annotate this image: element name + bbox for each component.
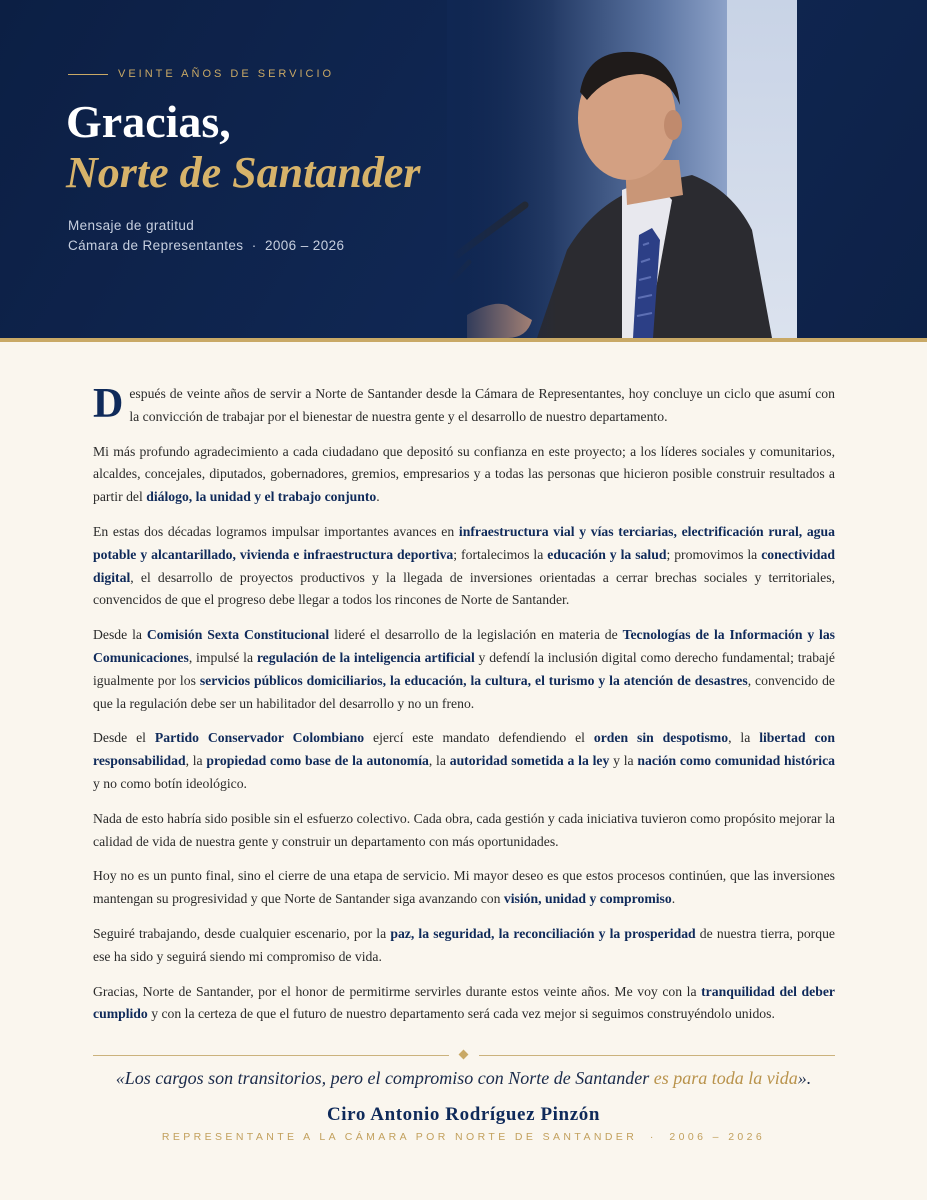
paragraphs (93, 383, 835, 1026)
eyebrow (68, 68, 334, 80)
paragraph-text: y con la certeza de que el futuro de nuestro departamento será cada vez mejor si seguimos construyéndolo unidos. (147, 1006, 775, 1022)
photo-edge-fade (447, 0, 557, 338)
paragraph-text: ejercí este mandato defendiendo el (364, 730, 594, 746)
title-line-2: Norte de Santander (66, 148, 421, 197)
letter-body (93, 383, 835, 1038)
divider-line-left (93, 1055, 449, 1056)
quote-highlight: es para toda la vida (653, 1068, 798, 1088)
paragraph (93, 981, 835, 1027)
highlight-text: orden sin despotismo (593, 730, 729, 746)
paragraph-text: . (376, 489, 380, 505)
highlight-text: diálogo, la unidad y el trabajo conjunto (146, 489, 377, 505)
paragraph-text: Nada de esto habría sido posible sin el esfuerzo colectivo. Cada obra, cada gestión y cada iniciativa tuvieron como propósito mejorar la calidad de vida de nuestra gente y construir un departamento con más oportunidades. (93, 810, 835, 849)
subtitle-line-1: Mensaje de gratitud (68, 218, 195, 233)
highlight-text: paz, la seguridad, la reconciliación y la prosperidad (390, 925, 696, 941)
paragraph-text: Desde la (93, 627, 147, 643)
paragraph-text: y la (609, 753, 638, 769)
paragraph-text: Desde el (93, 730, 155, 746)
divider-diamond-icon (459, 1050, 469, 1060)
signature-name: Ciro Antonio Rodríguez Pinzón (326, 1104, 601, 1125)
paragraph-text: Gracias, Norte de Santander, por el honor de permitirme servirles durante estos veinte años. Me voy con la (93, 983, 702, 999)
paragraph-text: , la (428, 753, 450, 769)
paragraph (93, 624, 835, 715)
paragraph (93, 383, 835, 429)
paragraph-text: ; promovimos la (666, 546, 762, 562)
quote-main-text: Los cargos son transitorios, pero el compromiso con Norte de Santander (124, 1068, 654, 1088)
subtitle-line-2: Cámara de Representantes · 2006 – 2026 (68, 238, 345, 253)
paragraph-text: espués de veinte años de servir a Norte de Santander desde la Cámara de Representantes, hoy concluye un ciclo que asumí con la convicción de trabajar por el bienestar de nuestra gente y el desarrollo de nuestro departamento. (129, 386, 835, 424)
subtitle (68, 216, 344, 256)
paragraph-text: de nuestra tierra, porque ese ha sido y seguirá siendo mi compromiso de vida. (93, 925, 835, 964)
highlight-text: Partido Conservador Colombiano (154, 730, 365, 746)
highlight-text: visión, unidad y compromiso (503, 891, 672, 907)
paragraph (93, 441, 835, 509)
paragraph-text: ; fortalecimos la (453, 546, 548, 562)
highlight-text: servicios públicos domiciliarios, la educación, la cultura, el turismo y la atención de desastres (199, 672, 748, 688)
quote-open-mark: « (115, 1068, 125, 1088)
paragraph-text: Hoy no es un punto final, sino el cierre de una etapa de servicio. Mi mayor deseo es que estos procesos continúen, que las inversiones mantengan su progresividad y que Norte de Santander siga avanzando con (93, 868, 835, 907)
paragraph-text: , la (728, 730, 760, 746)
paragraph (93, 923, 835, 969)
highlight-text: tranquilidad del deber cumplido (93, 983, 835, 1022)
highlight-text: Comisión Sexta Constitucional (146, 627, 330, 643)
paragraph (93, 808, 835, 854)
paragraph (93, 865, 835, 911)
portrait-photo (447, 0, 797, 338)
signature-role: REPRESENTANTE A LA CÁMARA POR NORTE DE SANTANDER · 2006 – 2026 (161, 1131, 766, 1143)
paragraph (93, 521, 835, 612)
highlight-text: infraestructura vial y vías terciarias, electrificación rural, agua potable y alcantarillado, vivienda e infraestructura deportiva (93, 523, 835, 562)
highlight-text: educación y la salud (547, 546, 667, 562)
paragraph-text: Seguiré trabajando, desde cualquier escenario, por la (93, 925, 391, 941)
highlight-text: conectividad digital (93, 546, 835, 585)
paragraph-text: , la (185, 753, 207, 769)
closing-quote (0, 1068, 927, 1089)
paragraph-text: . (671, 891, 676, 907)
hero-header (0, 0, 927, 338)
paragraph-text: Mi más profundo agradecimiento a cada ciudadano que depositó su confianza en este proyecto; a los líderes sociales y comunitarios, alcaldes, concejales, diputados, gobernadores, gremios, empresarios y a todas las personas que hicieron posible construir resultados a partir del (93, 443, 835, 505)
eyebrow-text: VEINTE AÑOS DE SERVICIO (118, 68, 335, 80)
paragraph-text: , convencido de que la regulación debe ser un habilitador del desarrollo y no un freno. (93, 672, 835, 711)
title-line-1: Gracias, (66, 96, 231, 147)
highlight-text: regulación de la inteligencia artificial (256, 649, 475, 665)
paragraph-text: , impulsé la (188, 649, 257, 665)
paragraph (93, 727, 835, 795)
highlight-text: nación como comunidad histórica (637, 753, 835, 769)
highlight-text: Tecnologías de la Información y las Comunicaciones (93, 627, 836, 665)
highlight-text: propiedad como base de la autonomía (206, 753, 429, 769)
quote-close-mark: ». (797, 1068, 812, 1088)
paragraph-text: y defendí la inclusión digital como derecho fundamental; trabajé igualmente por los (93, 649, 835, 688)
paragraph-text: lideré el desarrollo de la legislación en materia de (329, 627, 623, 643)
footer-divider (93, 1051, 835, 1061)
highlight-text: autoridad sometida a la ley (449, 753, 610, 769)
highlight-text: libertad con responsabilidad (93, 730, 836, 769)
header-gold-rule (0, 338, 927, 342)
eyebrow-rule (68, 74, 108, 75)
divider-line-right (479, 1055, 835, 1056)
paragraph-text: , el desarrollo de proyectos productivos y la llegada de inversiones orientadas a cerrar brechas sociales y territoriales, convencidos de que el progreso debe llegar a todos los rincones de Norte de Santander. (93, 569, 835, 608)
paragraph-text: En estas dos décadas logramos impulsar importantes avances en (93, 523, 459, 539)
paragraph-text: y no como botín ideológico. (93, 775, 247, 791)
drop-cap: D (93, 381, 124, 427)
